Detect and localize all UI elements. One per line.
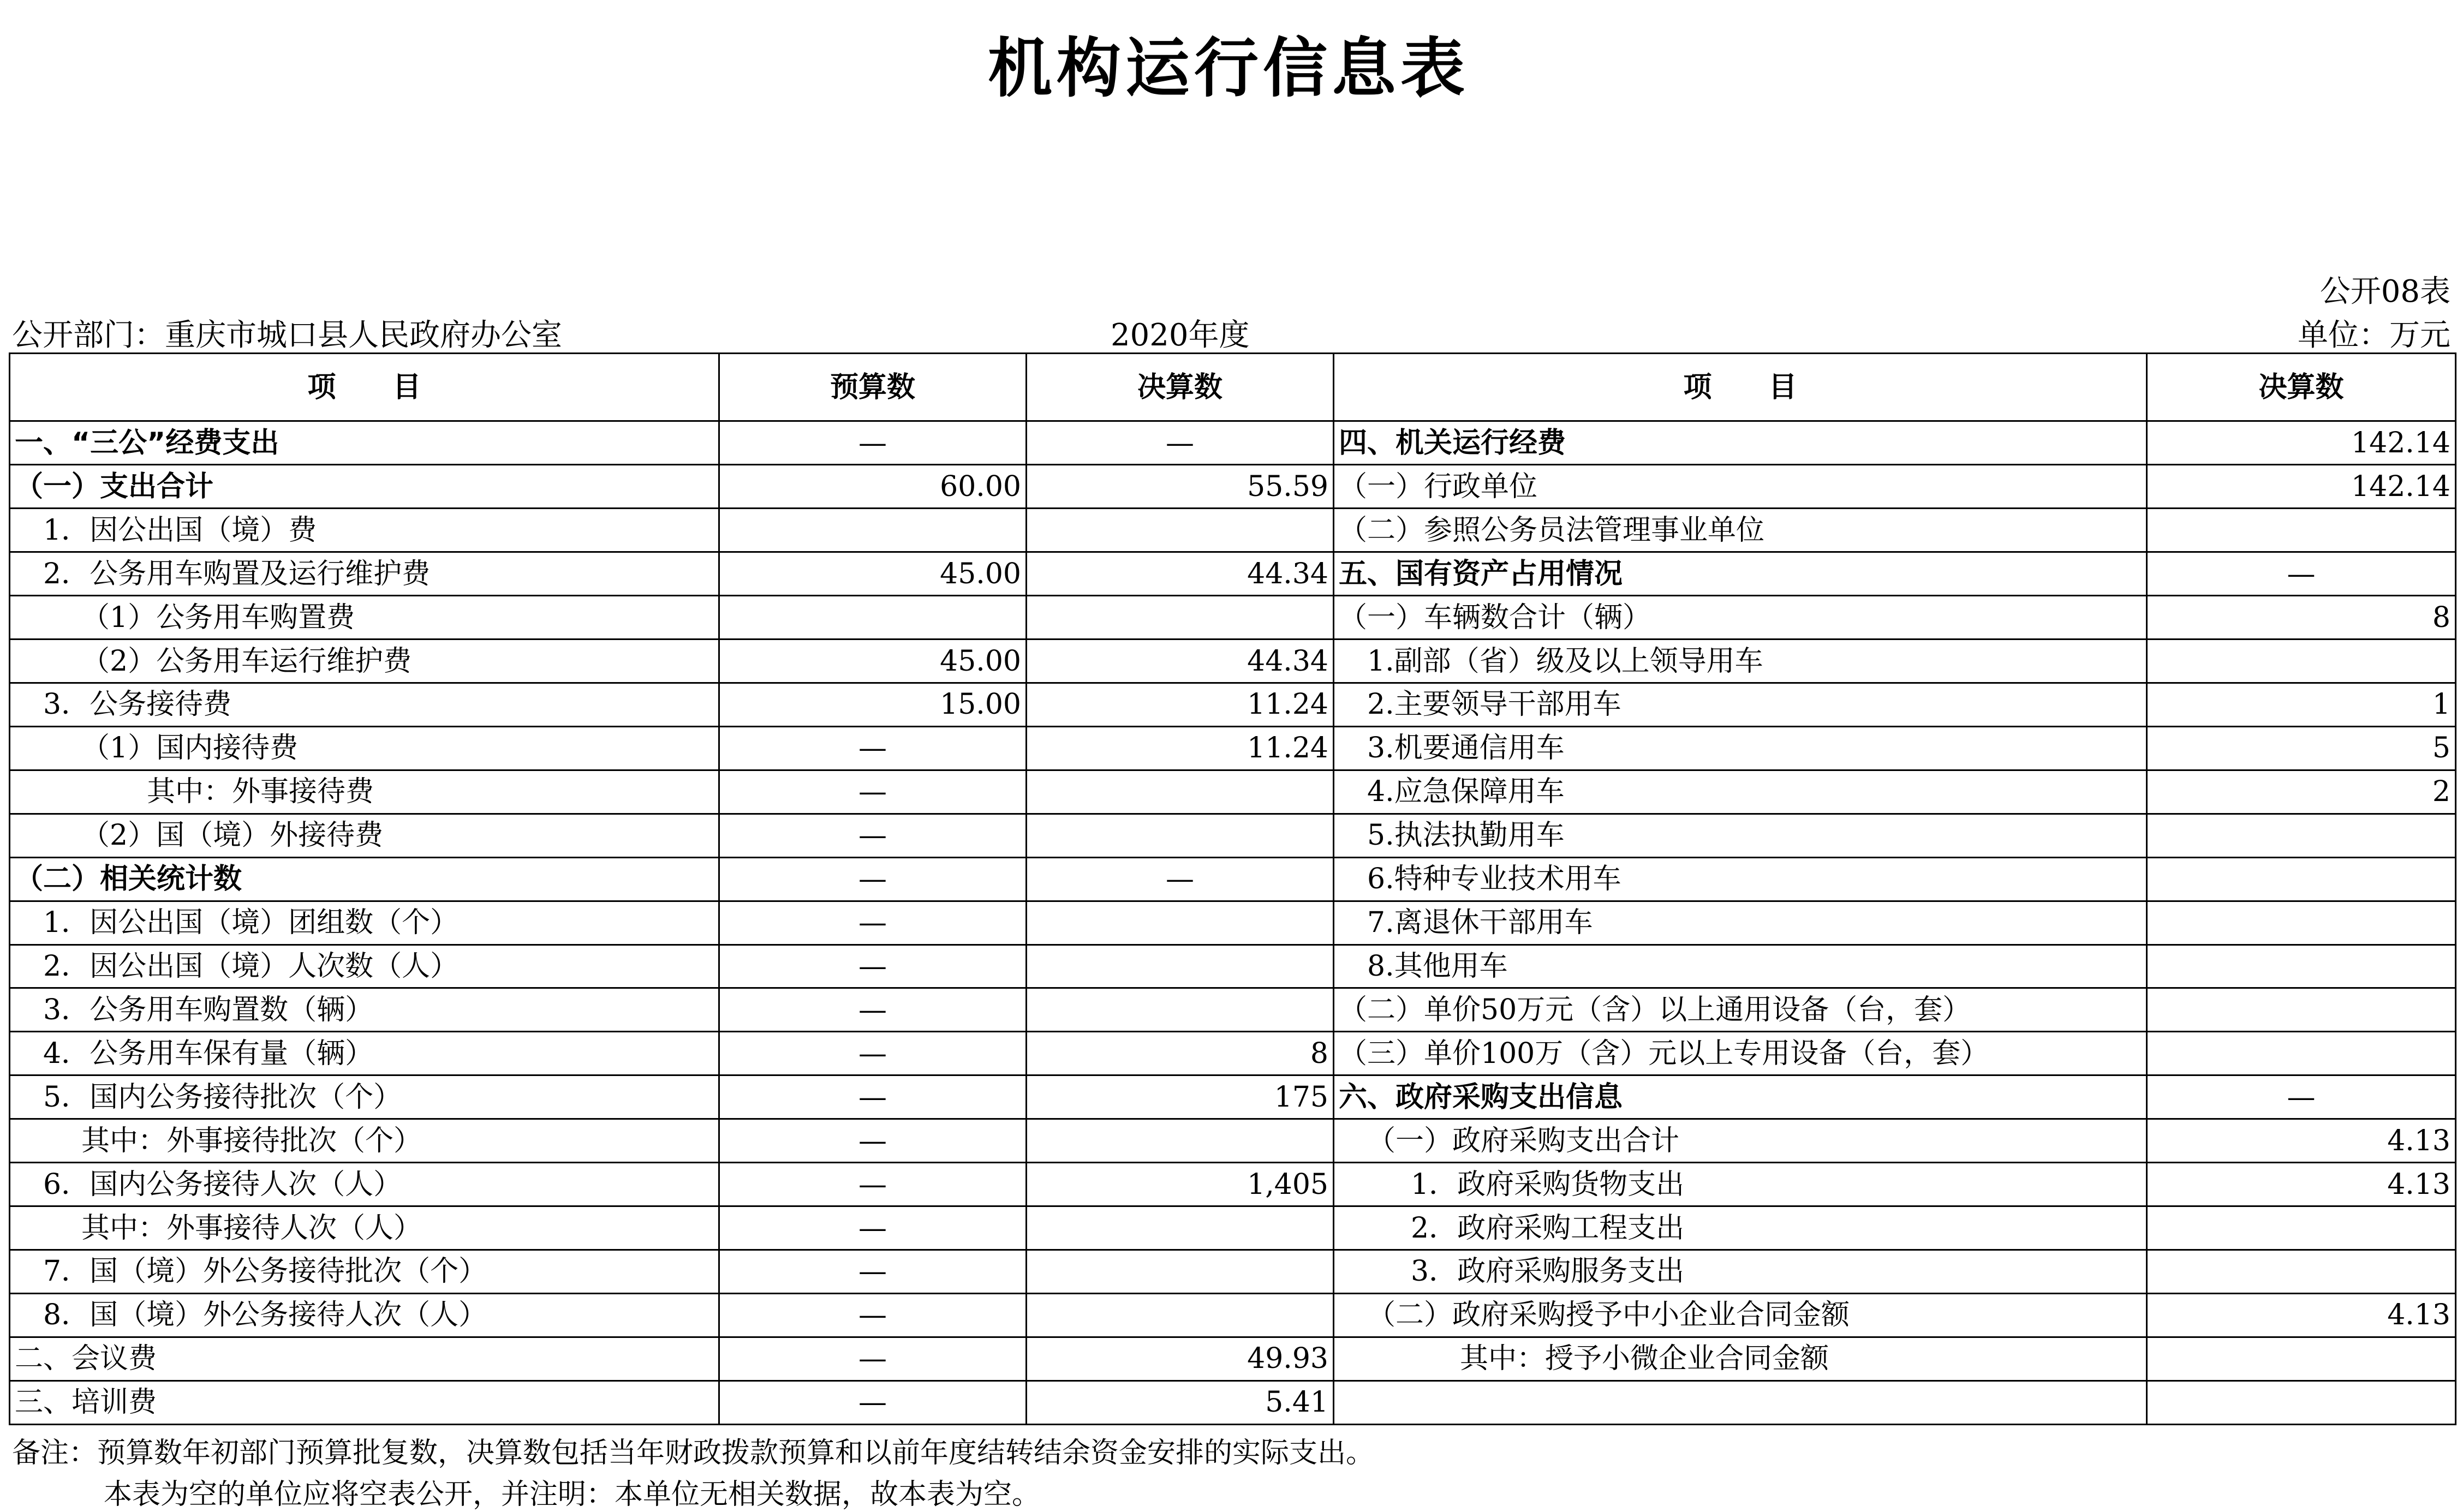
left-item-cell: （2）公务用车运行维护费 [10,640,719,683]
final-cell [1027,1119,1334,1163]
footnote-2: 本表为空的单位应将空表公开，并注明：本单位无相关数据，故本表为空。 [104,1478,1041,1511]
right-final-cell: 4.13 [2147,1293,2456,1337]
final-cell: 8 [1027,1032,1334,1075]
header-budget: 预算数 [719,354,1027,421]
right-item-cell: 四、机关运行经费 [1334,421,2147,465]
right-final-cell [2147,1250,2456,1293]
left-item-cell: 3．公务用车购置数（辆） [10,988,719,1032]
left-item-cell: 1．因公出国（境）团组数（个） [10,901,719,945]
right-final-cell [2147,988,2456,1032]
left-item-cell: 6．国内公务接待人次（人） [10,1163,719,1206]
left-item-cell: （2）国（境）外接待费 [10,814,719,857]
right-item-cell: 3.机要通信用车 [1334,726,2147,770]
budget-cell: 60.00 [719,465,1027,509]
right-item-cell: 其中：授予小微企业合同金额 [1334,1337,2147,1380]
final-cell [1027,1250,1334,1293]
right-item-cell: 5.执法执勤用车 [1334,814,2147,857]
right-item-cell: （二）政府采购授予中小企业合同金额 [1334,1293,2147,1337]
table-row [10,465,2456,509]
right-item-cell: 1.副部（省）级及以上领导用车 [1334,640,2147,683]
right-final-cell [2147,1032,2456,1075]
left-item-cell: 其中：外事接待批次（个） [10,1119,719,1163]
right-item-cell: 1．政府采购货物支出 [1334,1163,2147,1206]
final-cell [1027,770,1334,814]
right-item-cell: 7.离退休干部用车 [1334,901,2147,945]
final-cell: 11.24 [1027,726,1334,770]
info-table [9,352,2456,1425]
budget-cell: — [719,945,1027,988]
final-cell: — [1027,857,1334,901]
table-row [10,1293,2456,1337]
department-label: 公开部门：重庆市城口县人民政府办公室 [12,318,562,353]
budget-cell: — [719,857,1027,901]
final-cell [1027,509,1334,552]
final-cell: 1,405 [1027,1163,1334,1206]
budget-cell: — [719,770,1027,814]
right-item-cell: 六、政府采购支出信息 [1334,1075,2147,1119]
left-item-cell: 三、培训费 [10,1380,719,1424]
budget-cell: — [719,1380,1027,1424]
final-cell [1027,1293,1334,1337]
right-final-cell: 2 [2147,770,2456,814]
left-item-cell: 1．因公出国（境）费 [10,509,719,552]
budget-cell: — [719,988,1027,1032]
table-row [10,509,2456,552]
final-cell [1027,901,1334,945]
left-item-cell: 5．国内公务接待批次（个） [10,1075,719,1119]
right-item-cell [1334,1380,2147,1424]
right-final-cell [2147,509,2456,552]
table-row [10,1163,2456,1206]
budget-cell: — [719,1206,1027,1250]
final-cell: — [1027,421,1334,465]
right-final-cell [2147,901,2456,945]
final-cell [1027,1206,1334,1250]
page-title: 机构运行信息表 [987,31,1469,106]
left-item-cell: 其中：外事接待费 [10,770,719,814]
left-item-cell: 一、“三公”经费支出 [10,421,719,465]
table-row [10,726,2456,770]
final-cell: 55.59 [1027,465,1334,509]
left-item-cell: 7．国（境）外公务接待批次（个） [10,1250,719,1293]
final-cell: 11.24 [1027,683,1334,726]
table-row [10,988,2456,1032]
budget-cell: 15.00 [719,683,1027,726]
right-item-cell: （一）政府采购支出合计 [1334,1119,2147,1163]
right-final-cell: 1 [2147,683,2456,726]
table-row [10,1206,2456,1250]
budget-cell: — [719,421,1027,465]
right-final-cell [2147,945,2456,988]
table-row [10,1075,2456,1119]
budget-cell: — [719,1032,1027,1075]
right-item-cell: （三）单价100万（含）元以上专用设备（台，套） [1334,1032,2147,1075]
final-cell: 44.34 [1027,640,1334,683]
left-item-cell: （1）国内接待费 [10,726,719,770]
table-row [10,596,2456,640]
final-cell [1027,814,1334,857]
table-row [10,683,2456,726]
right-final-cell: — [2147,1075,2456,1119]
right-item-cell: （一）行政单位 [1334,465,2147,509]
right-final-cell: 4.13 [2147,1119,2456,1163]
table-row [10,1380,2456,1424]
budget-cell [719,509,1027,552]
table-header-row [10,354,2456,421]
right-final-cell: 8 [2147,596,2456,640]
budget-cell [719,596,1027,640]
left-item-cell: 3．公务接待费 [10,683,719,726]
table-row [10,1032,2456,1075]
table-row [10,1119,2456,1163]
final-cell [1027,988,1334,1032]
final-cell: 175 [1027,1075,1334,1119]
fiscal-year: 2020年度 [1111,318,1250,353]
right-final-cell [2147,1337,2456,1380]
table-row [10,640,2456,683]
final-cell: 5.41 [1027,1380,1334,1424]
table-row [10,1337,2456,1380]
budget-cell: — [719,1075,1027,1119]
table-row [10,421,2456,465]
table-row [10,857,2456,901]
left-item-cell: 2．因公出国（境）人次数（人） [10,945,719,988]
left-item-cell: 8．国（境）外公务接待人次（人） [10,1293,719,1337]
footnote-1: 备注：预算数年初部门预算批复数，决算数包括当年财政拨款预算和以前年度结转结余资金安排的实际支出。 [12,1437,1375,1469]
budget-cell: — [719,1250,1027,1293]
right-item-cell: 五、国有资产占用情况 [1334,552,2147,596]
left-item-cell: 4．公务用车保有量（辆） [10,1032,719,1075]
right-item-cell: 2.主要领导干部用车 [1334,683,2147,726]
right-item-cell: 4.应急保障用车 [1334,770,2147,814]
header-final: 决算数 [1027,354,1334,421]
right-final-cell: 142.14 [2147,465,2456,509]
budget-cell: — [719,1163,1027,1206]
table-row [10,945,2456,988]
form-number: 公开08表 [2319,274,2450,309]
left-item-cell: （一）支出合计 [10,465,719,509]
right-item-cell: 2．政府采购工程支出 [1334,1206,2147,1250]
table-row [10,770,2456,814]
header-left-item: 项 目 [10,354,719,421]
final-cell: 49.93 [1027,1337,1334,1380]
right-final-cell [2147,857,2456,901]
right-final-cell [2147,640,2456,683]
header-right-final: 决算数 [2147,354,2456,421]
right-final-cell: 142.14 [2147,421,2456,465]
budget-cell: — [719,901,1027,945]
final-cell: 44.34 [1027,552,1334,596]
right-item-cell: （二）参照公务员法管理事业单位 [1334,509,2147,552]
right-final-cell: 5 [2147,726,2456,770]
right-final-cell [2147,814,2456,857]
left-item-cell: 二、会议费 [10,1337,719,1380]
table-row [10,1250,2456,1293]
budget-cell: — [719,814,1027,857]
right-final-cell: 4.13 [2147,1163,2456,1206]
right-final-cell: — [2147,552,2456,596]
right-item-cell: 6.特种专业技术用车 [1334,857,2147,901]
final-cell [1027,596,1334,640]
table-row [10,901,2456,945]
unit-label: 单位：万元 [2298,318,2450,353]
left-item-cell: 其中：外事接待人次（人） [10,1206,719,1250]
right-final-cell [2147,1206,2456,1250]
right-item-cell: 8.其他用车 [1334,945,2147,988]
right-item-cell: 3．政府采购服务支出 [1334,1250,2147,1293]
budget-cell: 45.00 [719,552,1027,596]
header-right-item: 项 目 [1334,354,2147,421]
budget-cell: 45.00 [719,640,1027,683]
budget-cell: — [719,726,1027,770]
right-item-cell: （二）单价50万元（含）以上通用设备（台，套） [1334,988,2147,1032]
right-final-cell [2147,1380,2456,1424]
left-item-cell: （1）公务用车购置费 [10,596,719,640]
left-item-cell: 2．公务用车购置及运行维护费 [10,552,719,596]
budget-cell: — [719,1337,1027,1380]
left-item-cell: （二）相关统计数 [10,857,719,901]
table-row [10,814,2456,857]
table-row [10,552,2456,596]
final-cell [1027,945,1334,988]
budget-cell: — [719,1293,1027,1337]
right-item-cell: （一）车辆数合计（辆） [1334,596,2147,640]
budget-cell: — [719,1119,1027,1163]
